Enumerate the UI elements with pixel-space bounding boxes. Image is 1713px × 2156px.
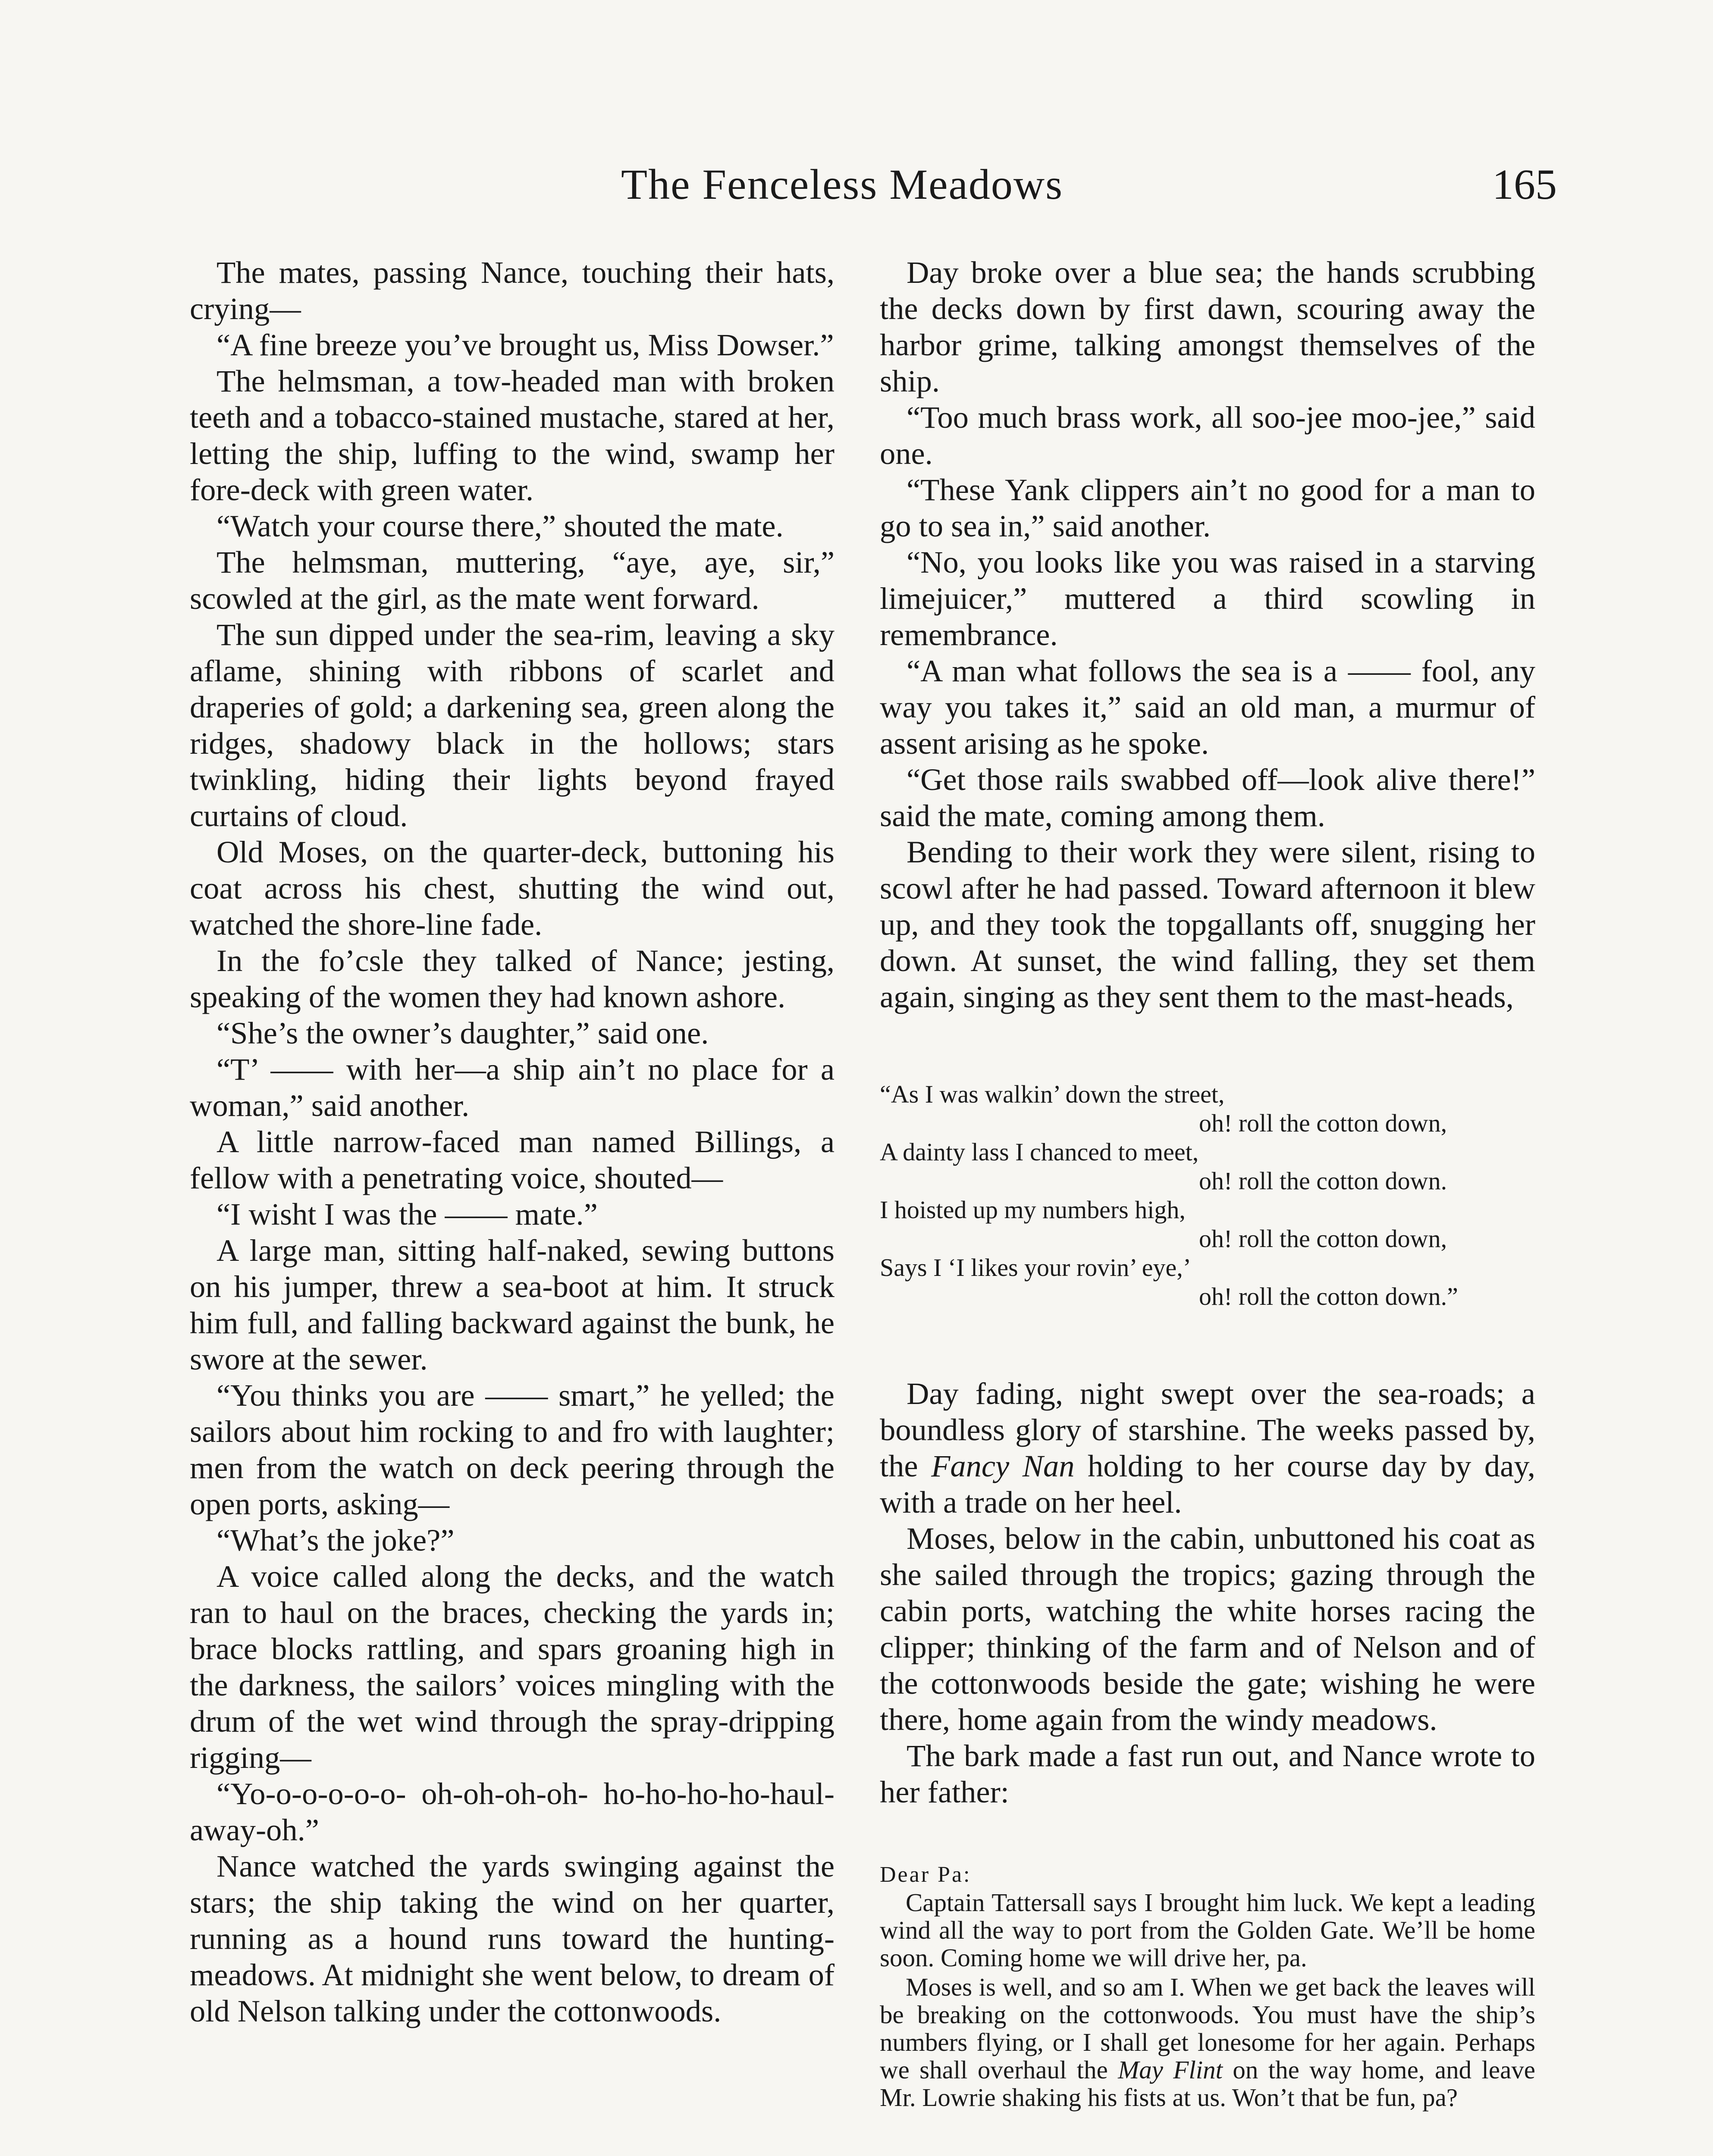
paragraph: Moses, below in the cabin, unbuttoned his coat as she sailed through the tropics; gazing through the cabin ports, watching the white horses racing the clipper; thinking of the farm and of Nelson and of the cottonwoods beside the gate; wishing he were there, home again from the windy meadows. <box>880 1521 1535 1737</box>
paragraph: “Get those rails swabbed off—look alive there!” said the mate, coming among them. <box>880 762 1535 833</box>
paragraph: The bark made a fast run out, and Nance wrote to her father: <box>880 1738 1535 1809</box>
left-column <box>190 254 835 2029</box>
paragraph: In the fo’csle they talked of Nance; jesting, speaking of the women they had known ashore. <box>190 943 835 1014</box>
letter-text: on the way home, and leave Mr. Lowrie shaking his fists at us. Won’t that be fun, pa? <box>880 2056 1535 2112</box>
verse-line: Says I ‘I likes your rovin’ eye,’ <box>880 1253 1192 1282</box>
paragraph: “These Yank clippers ain’t no good for a man to go to sea in,” said another. <box>880 472 1535 543</box>
paragraph: Day broke over a blue sea; the hands scrubbing the decks down by first dawn, scouring away the harbor grime, talking amongst themselves of the ship. <box>880 255 1535 398</box>
verse-refrain: oh! roll the cotton down, <box>1199 1109 1447 1137</box>
letter-spacer <box>880 1810 1535 1862</box>
ship-name: Fancy Nan <box>931 1448 1075 1483</box>
paragraph: The helmsman, muttering, “aye, aye, sir,” scowled at the girl, as the mate went forward. <box>190 545 835 616</box>
paragraph: Nance watched the yards swinging against the stars; the ship taking the wind on her quarter, running as a hound runs toward the hunting-meadows. At midnight she went below, to dream of old Nelson talking under the cottonwoods. <box>190 1849 835 2028</box>
paragraph: “Too much brass work, all soo-jee moo-jee,” said one. <box>880 400 1535 471</box>
paragraph: A large man, sitting half-naked, sewing buttons on his jumper, threw a sea-boot at him. It struck him full, and falling backward against the bunk, he swore at the sewer. <box>190 1233 835 1376</box>
paragraph: “I wisht I was the —— mate.” <box>216 1197 598 1232</box>
paragraph: “T’ —— with her—a ship ain’t no place for a woman,” said another. <box>190 1052 835 1123</box>
verse-line: A dainty lass I chanced to meet, <box>880 1138 1199 1166</box>
paragraph: A voice called along the decks, and the watch ran to haul on the braces, checking the yards in; brace blocks rattling, and spars groaning high in the darkness, the sailors’ voices mingling with the drum of the wet wind through the spray-dripping rigging— <box>190 1559 835 1775</box>
verse-refrain: oh! roll the cotton down. <box>1199 1167 1447 1195</box>
sea-shanty-verse <box>880 1080 1535 1311</box>
paragraph: The sun dipped under the sea-rim, leaving a sky aflame, shining with ribbons of scarlet and draperies of gold; a darkening sea, green along the ridges, shadowy black in the hollows; stars twinkling, hiding their lights beyond frayed curtains of cloud. <box>190 617 835 833</box>
paragraph-text: Day fading, night swept over the sea-roads; a boundless glory of starshine. The weeks passed by, the <box>880 1376 1535 1483</box>
letter-paragraph: Captain Tattersall says I brought him luck. We kept a leading wind all the way to port from the Golden Gate. We’ll be home soon. Coming home we will drive her, pa. <box>880 1888 1535 1972</box>
paragraph: “She’s the owner’s daughter,” said one. <box>216 1015 709 1050</box>
paragraph <box>880 1376 1535 1520</box>
paragraph: “Watch your course there,” shouted the mate. <box>216 508 784 543</box>
paragraph: “You thinks you are —— smart,” he yelled; the sailors about him rocking to and fro with laughter; men from the watch on deck peering through the open ports, asking— <box>190 1378 835 1521</box>
verse-refrain: oh! roll the cotton down.” <box>1199 1282 1458 1310</box>
paragraph: A little narrow-faced man named Billings, a fellow with a penetrating voice, shouted— <box>190 1124 835 1195</box>
right-column <box>880 254 1535 2113</box>
verse-line: “As I was walkin’ down the street, <box>880 1080 1225 1108</box>
paragraph: The mates, passing Nance, touching their hats, crying— <box>190 255 835 326</box>
verse-refrain: oh! roll the cotton down, <box>1199 1225 1447 1253</box>
paragraph: “What’s the joke?” <box>216 1523 455 1557</box>
paragraph: “Yo-o-o-o-o-o- oh-oh-oh-oh- ho-ho-ho-ho-haul-away-oh.” <box>190 1776 835 1847</box>
letter-salutation: Dear Pa: <box>880 1862 972 1887</box>
paragraph: “A man what follows the sea is a —— fool, any way you takes it,” said an old man, a murmur of assent arising as he spoke. <box>880 653 1535 761</box>
page-header <box>0 160 1713 220</box>
letter-paragraph <box>880 1973 1535 2111</box>
ship-name: May Flint <box>1118 2056 1223 2084</box>
paragraph: “A fine breeze you’ve brought us, Miss Dowser.” <box>216 327 834 362</box>
paragraph: Bending to their work they were silent, rising to scowl after he had passed. Toward afternoon it blew up, and they took the topgallants off, snugging her down. At sunset, the wind falling, they set them again, singing as they sent them to the mast-heads, <box>880 834 1535 1014</box>
letter-text: Moses is well, and so am I. When we get back the leaves will be breaking on the cottonwoods. You must have the ship’s numbers flying, or I shall get lonesome for her again. Perhaps we shall overhaul the <box>880 1973 1535 2084</box>
paragraph: Old Moses, on the quarter-deck, buttoning his coat across his chest, shutting the wind out, watched the shore-line fade. <box>190 834 835 942</box>
paragraph: “No, you looks like you was raised in a starving limejuicer,” muttered a third scowling in remembrance. <box>880 545 1535 652</box>
paragraph-text: holding to her course day by day, with a trade on her heel. <box>880 1448 1535 1520</box>
page-number: 165 <box>1492 160 1557 208</box>
verse-line: I hoisted up my numbers high, <box>880 1196 1186 1224</box>
running-title: The Fenceless Meadows <box>621 160 1064 208</box>
paragraph: The helmsman, a tow-headed man with broken teeth and a tobacco-stained mustache, stared at her, letting the ship, luffing to the wind, swamp her fore-deck with green water. <box>190 364 835 507</box>
